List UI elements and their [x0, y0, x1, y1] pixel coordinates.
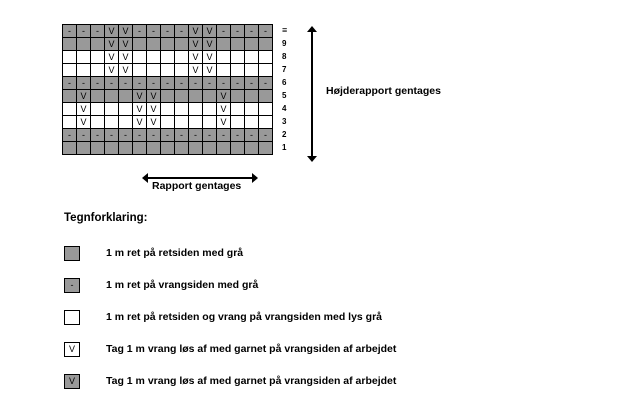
- pattern-cell-gray: [175, 90, 189, 103]
- pattern-cell-dash-gray: [147, 77, 161, 90]
- legend-list: [64, 238, 584, 398]
- legend-item-label: Tag 1 m vrang løs af med garnet på vrangsiden af arbejdet: [106, 343, 397, 355]
- pattern-cell-white: [133, 64, 147, 77]
- pattern-cell-dash-gray: [119, 129, 133, 142]
- pattern-cell-v-white: [203, 51, 217, 64]
- pattern-cell-v-white: [77, 116, 91, 129]
- pattern-cell-white: [63, 103, 77, 116]
- legend-item-label: Tag 1 m vrang løs af med garnet på vrangsiden af arbejdet: [106, 375, 397, 387]
- legend-swatch-white-icon: [64, 310, 80, 325]
- pattern-cell-white: [91, 51, 105, 64]
- pattern-cell-v-white: [203, 64, 217, 77]
- pattern-cell-dash-gray: [63, 77, 77, 90]
- row-number: 2: [282, 130, 287, 139]
- pattern-cell-dash-gray: [91, 77, 105, 90]
- row-number-column: [282, 24, 302, 154]
- pattern-cell-dash-gray: [133, 129, 147, 142]
- pattern-cell-dash-gray: [91, 25, 105, 38]
- pattern-grid-row: [63, 116, 273, 129]
- pattern-cell-gray: [91, 142, 105, 155]
- pattern-cell-gray: [259, 142, 273, 155]
- row-number: 5: [282, 91, 287, 100]
- pattern-cell-white: [175, 103, 189, 116]
- pattern-cell-gray: [63, 38, 77, 51]
- pattern-cell-v-white: [77, 103, 91, 116]
- pattern-cell-v-white: [119, 51, 133, 64]
- pattern-cell-dash-gray: [91, 129, 105, 142]
- pattern-cell-white: [119, 103, 133, 116]
- legend-swatch-gray-icon: [64, 246, 80, 261]
- pattern-cell-gray: [259, 90, 273, 103]
- legend-swatch-v-gray-icon: V: [64, 374, 80, 389]
- pattern-cell-dash-gray: [203, 77, 217, 90]
- pattern-cell-white: [77, 64, 91, 77]
- pattern-cell-v-gray: [189, 25, 203, 38]
- pattern-cell-v-gray: [119, 25, 133, 38]
- pattern-cell-dash-gray: [217, 77, 231, 90]
- pattern-cell-dash-gray: [189, 129, 203, 142]
- pattern-cell-dash-gray: [217, 25, 231, 38]
- pattern-cell-white: [245, 51, 259, 64]
- pattern-cell-dash-gray: [189, 77, 203, 90]
- pattern-cell-gray: [77, 142, 91, 155]
- pattern-cell-gray: [189, 142, 203, 155]
- pattern-cell-dash-gray: [161, 25, 175, 38]
- row-number: 4: [282, 104, 287, 113]
- pattern-cell-white: [231, 51, 245, 64]
- pattern-cell-gray: [77, 38, 91, 51]
- pattern-cell-white: [175, 64, 189, 77]
- pattern-cell-v-gray: [105, 38, 119, 51]
- pattern-cell-dash-gray: [161, 77, 175, 90]
- pattern-cell-dash-gray: [119, 77, 133, 90]
- pattern-cell-v-gray: [77, 90, 91, 103]
- arrow-stem: [147, 177, 253, 179]
- pattern-cell-dash-gray: [77, 25, 91, 38]
- pattern-cell-dash-gray: [63, 129, 77, 142]
- pattern-cell-gray: [133, 142, 147, 155]
- pattern-grid-row: [63, 25, 273, 38]
- pattern-cell-v-white: [217, 103, 231, 116]
- pattern-cell-white: [203, 103, 217, 116]
- pattern-cell-gray: [119, 142, 133, 155]
- pattern-cell-v-white: [105, 51, 119, 64]
- legend-item: [64, 238, 584, 268]
- pattern-cell-gray: [231, 38, 245, 51]
- pattern-cell-dash-gray: [203, 129, 217, 142]
- legend-swatch-v-white-icon: V: [64, 342, 80, 357]
- pattern-cell-v-white: [189, 51, 203, 64]
- pattern-cell-white: [91, 103, 105, 116]
- pattern-cell-white: [259, 64, 273, 77]
- pattern-cell-gray: [259, 38, 273, 51]
- row-number: 6: [282, 78, 287, 87]
- pattern-cell-white: [63, 116, 77, 129]
- pattern-cell-v-gray: [203, 25, 217, 38]
- pattern-cell-white: [231, 116, 245, 129]
- pattern-cell-v-white: [217, 116, 231, 129]
- pattern-cell-white: [203, 116, 217, 129]
- pattern-cell-dash-gray: [77, 77, 91, 90]
- pattern-cell-dash-gray: [147, 25, 161, 38]
- pattern-cell-gray: [175, 38, 189, 51]
- pattern-cell-white: [175, 116, 189, 129]
- legend-item: [64, 302, 584, 332]
- pattern-cell-gray: [63, 142, 77, 155]
- pattern-cell-white: [217, 51, 231, 64]
- pattern-cell-white: [189, 103, 203, 116]
- pattern-cell-dash-gray: [161, 129, 175, 142]
- pattern-cell-white: [259, 116, 273, 129]
- legend-item: [64, 366, 584, 396]
- pattern-cell-gray: [119, 90, 133, 103]
- pattern-cell-gray: [91, 38, 105, 51]
- pattern-cell-gray: [189, 90, 203, 103]
- pattern-cell-v-gray: [147, 90, 161, 103]
- pattern-cell-dash-gray: [175, 25, 189, 38]
- pattern-cell-dash-gray: [231, 25, 245, 38]
- pattern-cell-white: [259, 51, 273, 64]
- pattern-cell-dash-gray: [245, 77, 259, 90]
- pattern-cell-v-white: [105, 64, 119, 77]
- pattern-cell-dash-gray: [105, 129, 119, 142]
- arrow-stem: [311, 31, 313, 157]
- pattern-cell-white: [105, 116, 119, 129]
- pattern-cell-dash-gray: [105, 77, 119, 90]
- pattern-cell-gray: [161, 38, 175, 51]
- pattern-cell-gray: [217, 38, 231, 51]
- pattern-cell-dash-gray: [231, 77, 245, 90]
- legend-item-label: 1 m ret på retsiden med grå: [106, 247, 244, 259]
- pattern-cell-gray: [105, 142, 119, 155]
- pattern-cell-white: [119, 116, 133, 129]
- pattern-cell-white: [161, 51, 175, 64]
- pattern-grid-table: [62, 24, 273, 155]
- pattern-cell-v-gray: [203, 38, 217, 51]
- pattern-cell-gray: [91, 90, 105, 103]
- pattern-cell-gray: [231, 90, 245, 103]
- pattern-grid-row: [63, 142, 273, 155]
- pattern-cell-dash-gray: [133, 25, 147, 38]
- pattern-grid-row: [63, 38, 273, 51]
- pattern-grid-row: [63, 51, 273, 64]
- pattern-cell-white: [161, 64, 175, 77]
- pattern-cell-white: [91, 64, 105, 77]
- pattern-cell-white: [63, 64, 77, 77]
- pattern-cell-dash-gray: [259, 77, 273, 90]
- pattern-cell-gray: [63, 90, 77, 103]
- pattern-cell-gray: [147, 38, 161, 51]
- pattern-cell-white: [91, 116, 105, 129]
- arrow-head-right-icon: [252, 173, 258, 183]
- pattern-cell-v-gray: [217, 90, 231, 103]
- pattern-grid-row: [63, 129, 273, 142]
- pattern-cell-dash-gray: [245, 25, 259, 38]
- pattern-cell-gray: [217, 142, 231, 155]
- pattern-grid-row: [63, 103, 273, 116]
- pattern-cell-white: [105, 103, 119, 116]
- row-number: 9: [282, 39, 287, 48]
- pattern-cell-gray: [105, 90, 119, 103]
- legend-item: [64, 334, 584, 364]
- pattern-cell-white: [189, 116, 203, 129]
- pattern-cell-white: [63, 51, 77, 64]
- pattern-cell-gray: [245, 38, 259, 51]
- pattern-cell-v-white: [133, 103, 147, 116]
- pattern-cell-dash-gray: [175, 129, 189, 142]
- pattern-cell-white: [245, 116, 259, 129]
- pattern-cell-dash-gray: [259, 129, 273, 142]
- pattern-cell-v-white: [189, 64, 203, 77]
- pattern-cell-white: [231, 103, 245, 116]
- row-number: 8: [282, 52, 287, 61]
- pattern-cell-dash-gray: [63, 25, 77, 38]
- pattern-cell-gray: [203, 142, 217, 155]
- pattern-cell-gray: [147, 142, 161, 155]
- pattern-cell-dash-gray: [133, 77, 147, 90]
- pattern-cell-white: [245, 103, 259, 116]
- pattern-cell-white: [161, 116, 175, 129]
- pattern-cell-dash-gray: [77, 129, 91, 142]
- pattern-cell-white: [175, 51, 189, 64]
- vertical-repeat-label: Højderapport gentages: [326, 85, 441, 97]
- pattern-cell-white: [245, 64, 259, 77]
- pattern-cell-v-white: [133, 116, 147, 129]
- pattern-cell-v-white: [147, 116, 161, 129]
- pattern-cell-dash-gray: [231, 129, 245, 142]
- row-number: 1: [282, 143, 287, 152]
- row-number: 3: [282, 117, 287, 126]
- pattern-cell-white: [217, 64, 231, 77]
- pattern-grid: [62, 24, 273, 155]
- pattern-cell-gray: [245, 142, 259, 155]
- pattern-cell-white: [147, 64, 161, 77]
- legend-title: Tegnforklaring:: [64, 212, 148, 224]
- pattern-cell-v-white: [147, 103, 161, 116]
- pattern-cell-v-gray: [133, 90, 147, 103]
- pattern-cell-dash-gray: [217, 129, 231, 142]
- pattern-cell-dash-gray: [175, 77, 189, 90]
- pattern-cell-white: [77, 51, 91, 64]
- pattern-grid-body: [63, 25, 273, 155]
- legend-swatch-dash-gray-icon: -: [64, 278, 80, 293]
- legend-item-label: 1 m ret på vrangsiden med grå: [106, 279, 259, 291]
- pattern-cell-gray: [231, 142, 245, 155]
- pattern-cell-v-gray: [119, 38, 133, 51]
- pattern-cell-white: [133, 51, 147, 64]
- pattern-cell-white: [259, 103, 273, 116]
- pattern-cell-v-gray: [105, 25, 119, 38]
- horizontal-repeat-label: Rapport gentages: [152, 180, 242, 192]
- pattern-cell-white: [161, 103, 175, 116]
- pattern-cell-dash-gray: [245, 129, 259, 142]
- pattern-cell-white: [231, 64, 245, 77]
- pattern-cell-gray: [161, 90, 175, 103]
- pattern-cell-gray: [203, 90, 217, 103]
- pattern-grid-row: [63, 77, 273, 90]
- legend-item-label: 1 m ret på retsiden og vrang på vrangsiden med lys grå: [106, 311, 383, 323]
- pattern-cell-dash-gray: [147, 129, 161, 142]
- pattern-cell-v-white: [119, 64, 133, 77]
- pattern-cell-gray: [175, 142, 189, 155]
- pattern-grid-row: [63, 90, 273, 103]
- pattern-cell-gray: [161, 142, 175, 155]
- pattern-cell-gray: [245, 90, 259, 103]
- row-number: 7: [282, 65, 287, 74]
- pattern-cell-gray: [133, 38, 147, 51]
- pattern-grid-row: [63, 64, 273, 77]
- arrow-head-down-icon: [307, 156, 317, 162]
- legend-item: [64, 270, 584, 300]
- pattern-cell-v-gray: [189, 38, 203, 51]
- row-number: ≡: [282, 25, 288, 35]
- pattern-cell-white: [147, 51, 161, 64]
- vertical-repeat-arrow-icon: [306, 26, 318, 162]
- pattern-cell-dash-gray: [259, 25, 273, 38]
